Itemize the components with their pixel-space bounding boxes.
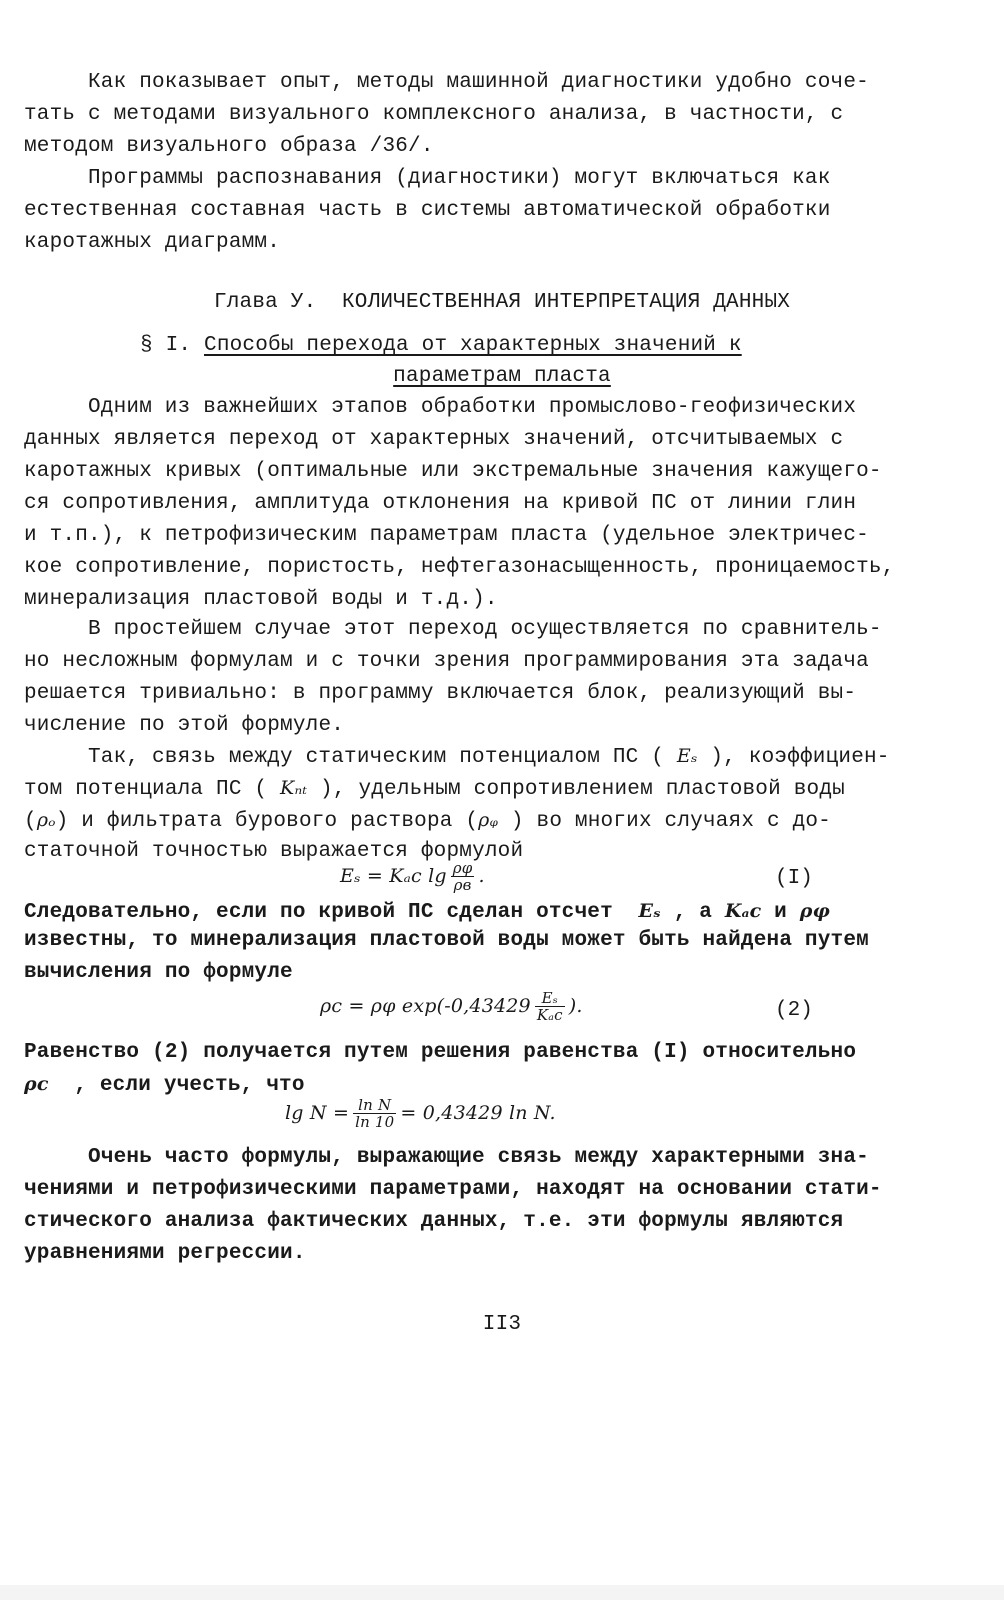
formula-1-fraction: $\frac{\rho\varphi}{\rho в}$ bbox=[452, 859, 473, 894]
p1-line-7: минерализация пластовой воды и т.д.). bbox=[24, 588, 498, 611]
intro-line-3: методом визуального образа /36/. bbox=[24, 135, 434, 158]
p1-line-1: Одним из важнейших этапов обработки промыслово-геофизических bbox=[88, 396, 857, 419]
p6-line-2: чениями и петрофизическими параметрами, находят на основании стати- bbox=[24, 1178, 882, 1201]
scan-bottom-edge bbox=[0, 1585, 1004, 1600]
programs-line-2: естественная составная часть в системы автоматической обработки bbox=[24, 199, 831, 222]
p1-line-6: кое сопротивление, пористость, нефтегазонасыщенность, проницаемость, bbox=[24, 556, 895, 579]
section-heading-line-2 bbox=[0, 364, 1004, 390]
p3-line-1: Так, связь между статическим потенциалом ПС ( Eₛ ), коэффициен- bbox=[88, 745, 890, 769]
intro-line-2: тать с методами визуального комплексного анализа, в частности, с bbox=[24, 103, 844, 126]
formula-1-number: (I) bbox=[775, 867, 813, 890]
p1-line-5: и т.п.), к петрофизическим параметрам пласта (удельное электричес- bbox=[24, 524, 869, 547]
symbol-es: Eₛ bbox=[676, 745, 698, 767]
p4-line-2: известны, то минерализация пластовой воды может быть найдена путем bbox=[24, 929, 869, 952]
p1-line-2: данных является переход от характерных значений, отсчитываемых с bbox=[24, 428, 844, 451]
p4-line-3: вычисления по формуле bbox=[24, 961, 293, 984]
section-prefix: § I. bbox=[140, 334, 205, 357]
p3-line-3: (ρₒ) и фильтрата бурового раствора (ρᵩ ) во многих случаях с до- bbox=[24, 809, 831, 833]
p3-line-2: том потенциала ПС ( Kₙₜ ), удельным сопротивлением пластовой воды bbox=[24, 777, 845, 801]
formula-2-fraction: $\frac{\text{Eₛ}}{\text{Kₐc}}$ bbox=[536, 989, 563, 1024]
symbol-kps: Kₙₜ bbox=[280, 777, 308, 799]
p3-line-4: статочной точностью выражается формулой bbox=[24, 840, 524, 863]
p4-line-1: Следовательно, если по кривой ПС сделан отсчет Eₛ , а Kₐc и ρφ bbox=[24, 900, 830, 924]
formula-2-number: (2) bbox=[775, 999, 813, 1022]
p2-line-2: но несложным формулам и с точки зрения программирования эта задача bbox=[24, 650, 869, 673]
symbol-rho-v: ρₒ bbox=[36, 809, 56, 831]
formula-3: lg N = $\frac{\text{ln N}}{\ln 10}$ = 0,43429 ln N. bbox=[285, 1096, 556, 1131]
formula-3-fraction: $\frac{\text{ln N}}{\ln 10}$ bbox=[355, 1096, 395, 1131]
section-heading-line-1 bbox=[140, 333, 742, 359]
formula-1: Eₛ = Kₐc lg $\frac{\rho\varphi}{\rho в}$ . bbox=[340, 859, 485, 894]
p6-line-3: стического анализа фактических данных, т.е. эти формулы являются bbox=[24, 1210, 844, 1233]
p2-line-1: В простейшем случае этот переход осуществляется по сравнитель- bbox=[88, 618, 882, 641]
symbol-rho-f: ρᵩ bbox=[478, 809, 499, 831]
p6-line-1: Очень часто формулы, выражающие связь между характерными зна- bbox=[88, 1146, 869, 1169]
p5-line-1: Равенство (2) получается путем решения равенства (I) относительно bbox=[24, 1041, 857, 1064]
section-title-part-2: параметрам пласта bbox=[393, 365, 611, 388]
p2-line-4: числение по этой формуле. bbox=[24, 714, 345, 737]
page-number: II3 bbox=[482, 1313, 522, 1336]
section-title-part-1: Способы перехода от характерных значений к bbox=[204, 334, 742, 357]
p1-line-4: ся сопротивления, амплитуда отклонения на кривой ПС от линии глин bbox=[24, 492, 857, 515]
p1-line-3: каротажных кривых (оптимальные или экстремальные значения кажущего- bbox=[24, 460, 882, 483]
p6-line-4: уравнениями регрессии. bbox=[24, 1242, 306, 1265]
intro-line-1: Как показывает опыт, методы машинной диагностики удобно соче- bbox=[88, 71, 869, 94]
programs-line-3: каротажных диаграмм. bbox=[24, 231, 281, 254]
p5-line-2: ρc , если учесть, что bbox=[24, 1073, 305, 1097]
formula-2: ρc = ρφ exp(-0,43429 $\frac{\text{Eₛ}}{\text{Kₐc}}$ ). bbox=[320, 989, 583, 1024]
p2-line-3: решается тривиально: в программу включается блок, реализующий вы- bbox=[24, 682, 857, 705]
chapter-title: Глава У. КОЛИЧЕСТВЕННАЯ ИНТЕРПРЕТАЦИЯ ДАННЫХ bbox=[213, 291, 791, 314]
programs-line-1: Программы распознавания (диагностики) могут включаться как bbox=[88, 167, 831, 190]
